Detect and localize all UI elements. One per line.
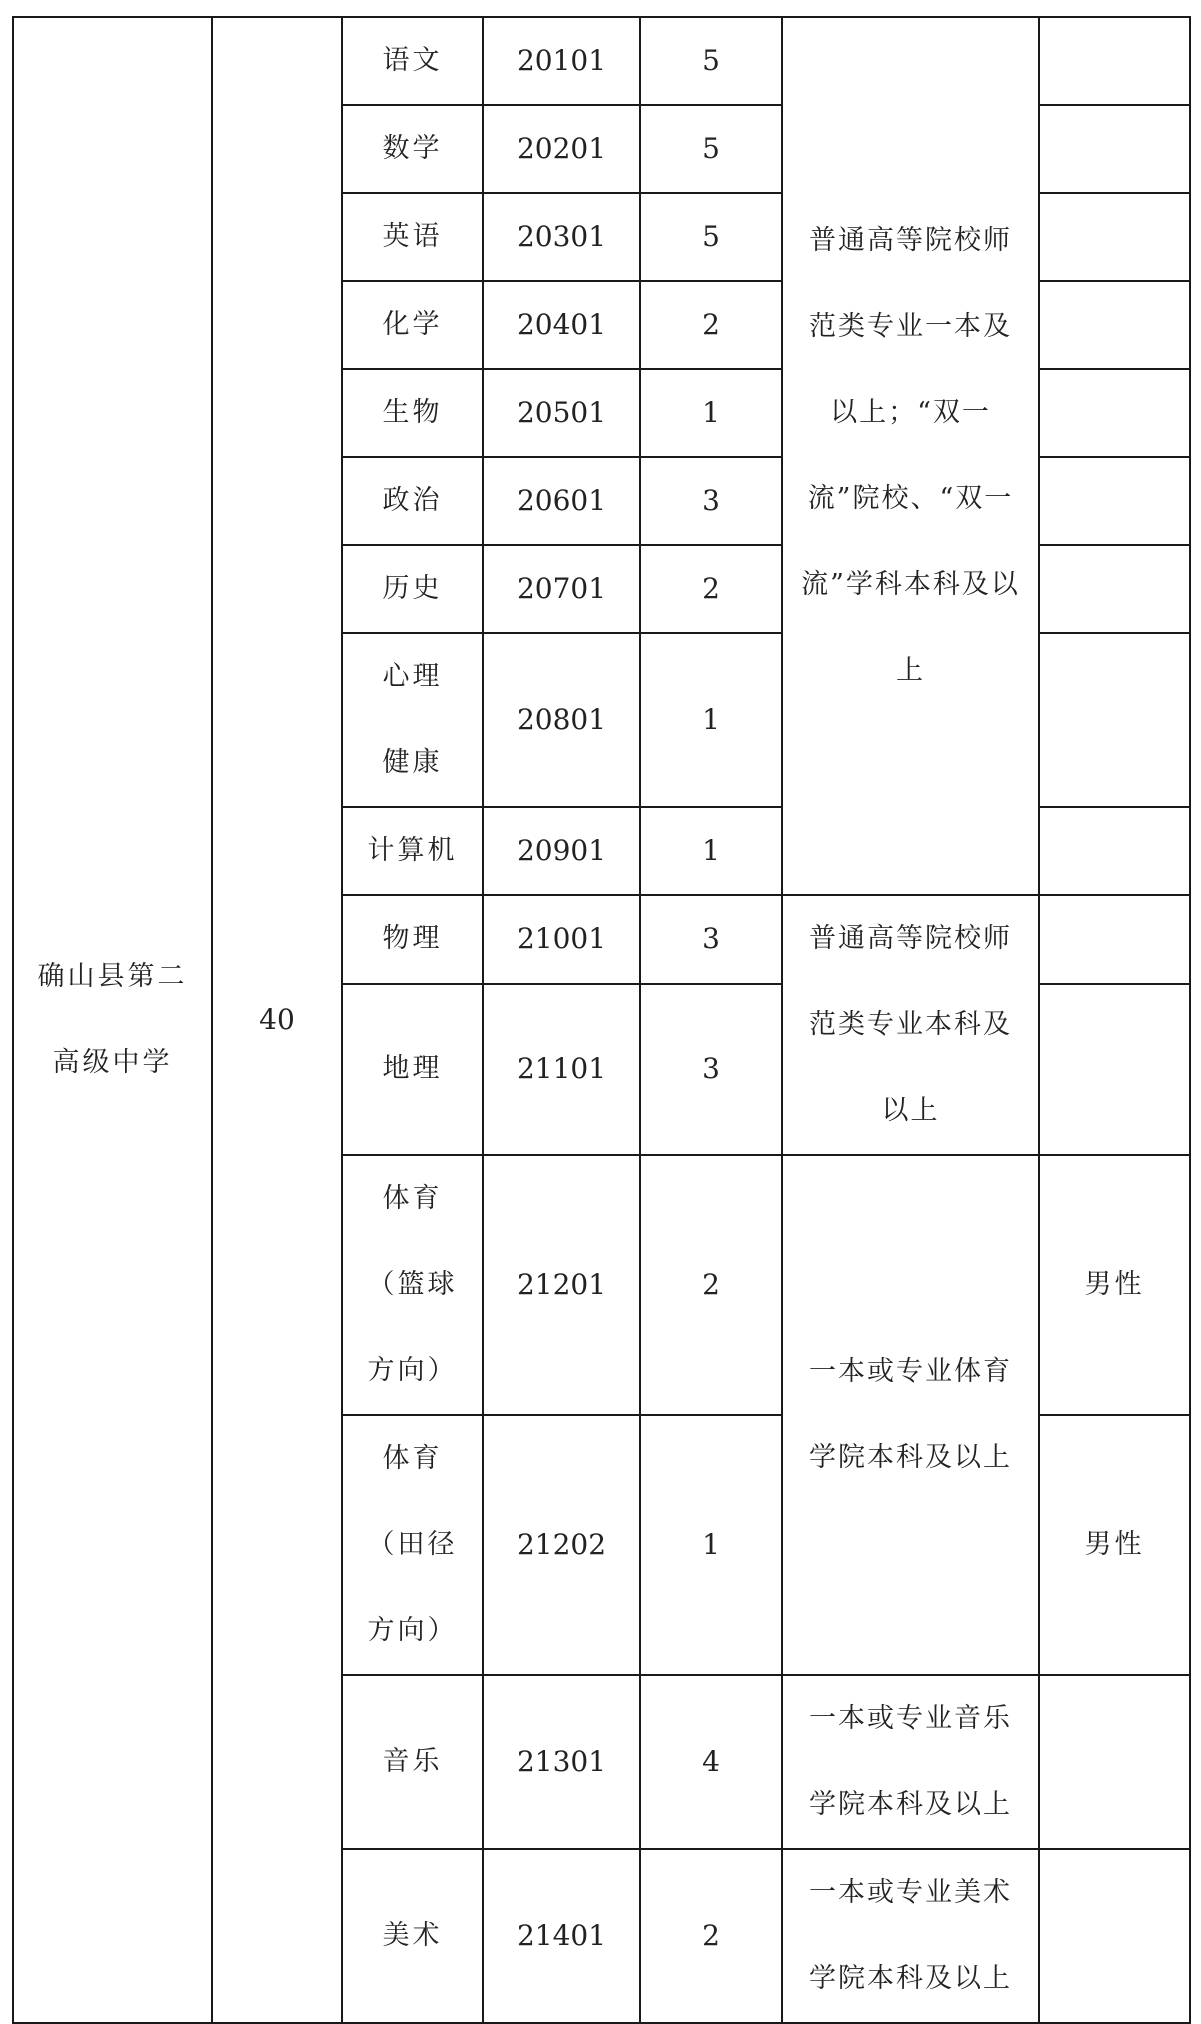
remark-cell (1039, 105, 1190, 193)
hire-count: 5 (640, 193, 782, 281)
position-code: 20301 (483, 193, 640, 281)
subject-cell (342, 633, 483, 807)
requirement-cell (782, 1849, 1039, 2023)
remark-cell (1039, 895, 1190, 984)
subject-cell: 生物 (342, 369, 483, 457)
hire-count: 2 (640, 545, 782, 633)
subject-cell: 化学 (342, 281, 483, 369)
school-name: 确山县第二高级中学 (37, 961, 188, 1078)
subject-cell: 数学 (342, 105, 483, 193)
subject-cell: 物理 (342, 895, 483, 984)
position-code: 20201 (483, 105, 640, 193)
hire-count: 2 (640, 1849, 782, 2023)
remark-cell (1039, 281, 1190, 369)
hire-count: 5 (640, 17, 782, 105)
subject-cell: 历史 (342, 545, 483, 633)
position-code: 20401 (483, 281, 640, 369)
position-code: 21301 (483, 1675, 640, 1849)
position-code: 21001 (483, 895, 640, 984)
requirement-cell (782, 17, 1039, 895)
school-name-cell (13, 17, 212, 2023)
requirement-cell (782, 1155, 1039, 1675)
remark-cell (1039, 633, 1190, 807)
remark-cell (1039, 984, 1190, 1155)
hire-count: 3 (640, 457, 782, 545)
subject-cell: 政治 (342, 457, 483, 545)
requirement-text: 一本或专业体育学院本科及以上 (809, 1356, 1012, 1473)
remark-cell (1039, 1849, 1190, 2023)
remark-cell: 男性 (1039, 1155, 1190, 1415)
subject-cell (342, 1415, 483, 1675)
requirement-text: 一本或专业美术学院本科及以上 (809, 1877, 1012, 1994)
position-code: 20901 (483, 807, 640, 895)
subject-cell: 地理 (342, 984, 483, 1155)
hire-count: 2 (640, 281, 782, 369)
remark-cell: 男性 (1039, 1415, 1190, 1675)
hire-count: 2 (640, 1155, 782, 1415)
hire-count: 4 (640, 1675, 782, 1849)
recruitment-table (12, 16, 1191, 2024)
subject-label: 体育（田径方向） (367, 1443, 458, 1646)
requirement-text: 一本或专业音乐学院本科及以上 (809, 1703, 1012, 1820)
subject-cell: 计算机 (342, 807, 483, 895)
subject-cell: 音乐 (342, 1675, 483, 1849)
subject-cell: 英语 (342, 193, 483, 281)
remark-cell (1039, 807, 1190, 895)
hire-count: 3 (640, 984, 782, 1155)
total-count: 40 (212, 17, 342, 2023)
subject-cell: 美术 (342, 1849, 483, 2023)
requirement-text: 普通高等院校师范类专业一本及以上；“双一流”院校、“双一流”学科本科及以上 (801, 225, 1020, 686)
position-code: 20801 (483, 633, 640, 807)
position-code: 20701 (483, 545, 640, 633)
requirement-cell (782, 1675, 1039, 1849)
position-code: 20501 (483, 369, 640, 457)
hire-count: 3 (640, 895, 782, 984)
position-code: 21201 (483, 1155, 640, 1415)
remark-cell (1039, 457, 1190, 545)
position-code: 20101 (483, 17, 640, 105)
hire-count: 5 (640, 105, 782, 193)
requirement-text: 普通高等院校师范类专业本科及以上 (809, 923, 1012, 1126)
hire-count: 1 (640, 1415, 782, 1675)
position-code: 21401 (483, 1849, 640, 2023)
subject-cell (342, 1155, 483, 1415)
remark-cell (1039, 1675, 1190, 1849)
position-code: 21202 (483, 1415, 640, 1675)
position-code: 20601 (483, 457, 640, 545)
hire-count: 1 (640, 369, 782, 457)
subject-label: 心理健康 (382, 661, 443, 778)
requirement-cell (782, 895, 1039, 1155)
remark-cell (1039, 369, 1190, 457)
remark-cell (1039, 545, 1190, 633)
subject-cell: 语文 (342, 17, 483, 105)
hire-count: 1 (640, 633, 782, 807)
subject-label: 体育（篮球方向） (367, 1183, 458, 1386)
position-code: 21101 (483, 984, 640, 1155)
remark-cell (1039, 193, 1190, 281)
hire-count: 1 (640, 807, 782, 895)
table-row (13, 17, 1190, 105)
remark-cell (1039, 17, 1190, 105)
